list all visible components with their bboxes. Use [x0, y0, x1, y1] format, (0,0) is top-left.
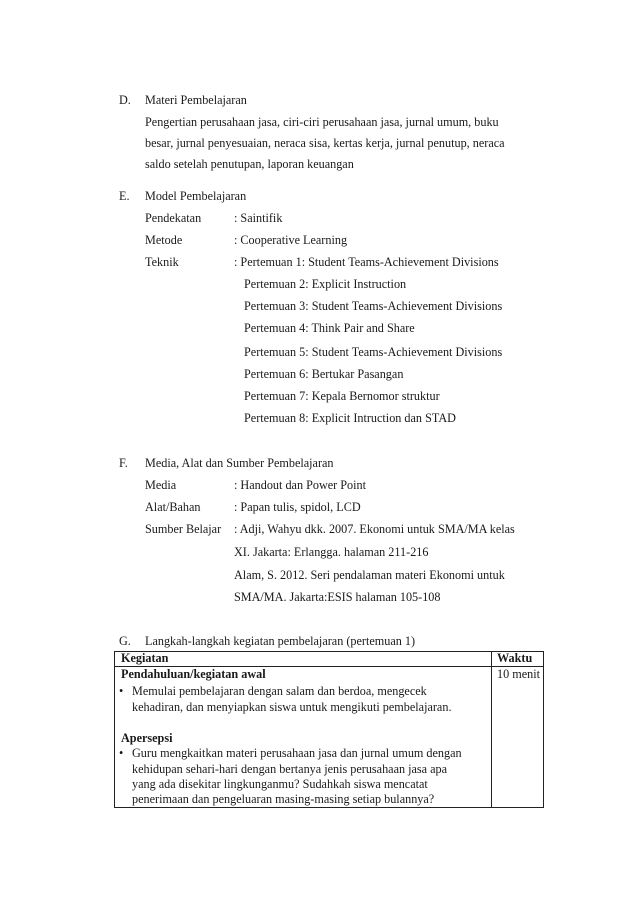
bullet1-line-2: kehadiran, dan menyiapkan siswa untuk mengikuti pembelajaran.	[132, 700, 452, 714]
bullet2-line-4: penerimaan dan pengeluaran masing-masing setiap bulannya?	[132, 792, 435, 806]
bullet2-line-3: yang ada disekitar lingkunganmu? Sudahkah siswa mencatat	[132, 777, 428, 791]
materi-line-2: besar, jurnal penyesuaian, neraca sisa, kertas kerja, jurnal penutup, neraca	[145, 136, 505, 150]
pendekatan-label: Pendekatan	[145, 211, 202, 225]
header-waktu: Waktu	[497, 651, 533, 665]
sumber-value-3: Alam, S. 2012. Seri pendalaman materi Ekonomi untuk	[234, 568, 505, 582]
section-e-title: Model Pembelajaran	[145, 189, 247, 203]
bullet-2: •	[119, 746, 124, 760]
alat-value: : Papan tulis, spidol, LCD	[234, 500, 361, 514]
table-column-divider	[491, 652, 492, 807]
waktu-value: 10 menit	[497, 667, 540, 681]
teknik-pertemuan-4: Pertemuan 4: Think Pair and Share	[244, 321, 415, 335]
section-g-letter: G.	[119, 634, 131, 648]
teknik-pertemuan-8: Pertemuan 8: Explicit Intruction dan STAD	[244, 411, 456, 425]
sumber-value-1: : Adji, Wahyu dkk. 2007. Ekonomi untuk SMA/MA kelas	[234, 522, 515, 536]
sumber-value-4: SMA/MA. Jakarta:ESIS halaman 105-108	[234, 590, 441, 604]
teknik-pertemuan-1: : Pertemuan 1: Student Teams-Achievement Divisions	[234, 255, 499, 269]
teknik-pertemuan-3: Pertemuan 3: Student Teams-Achievement Divisions	[244, 299, 503, 313]
sumber-value-2: XI. Jakarta: Erlangga. halaman 211-216	[234, 545, 429, 559]
section-g-title: Langkah-langkah kegiatan pembelajaran (pertemuan 1)	[145, 634, 416, 648]
media-value: : Handout dan Power Point	[234, 478, 367, 492]
media-label: Media	[145, 478, 177, 492]
teknik-pertemuan-2: Pertemuan 2: Explicit Instruction	[244, 277, 407, 291]
section-f-title: Media, Alat dan Sumber Pembelajaran	[145, 456, 334, 470]
kegiatan-table	[114, 651, 544, 808]
materi-line-3: saldo setelah penutupan, laporan keuangan	[145, 157, 354, 171]
materi-line-1: Pengertian perusahaan jasa, ciri-ciri perusahaan jasa, jurnal umum, buku	[145, 115, 499, 129]
pendekatan-value: : Saintifik	[234, 211, 283, 225]
metode-value: : Cooperative Learning	[234, 233, 348, 247]
section-f-letter: F.	[119, 456, 128, 470]
bullet2-line-1: Guru mengkaitkan materi perusahaan jasa dan jurnal umum dengan	[132, 746, 462, 760]
bullet-1: •	[119, 684, 124, 698]
bullet2-line-2: kehidupan sehari-hari dengan bertanya jenis perusahaan jasa apa	[132, 762, 448, 776]
section-e-letter: E.	[119, 189, 130, 203]
header-kegiatan: Kegiatan	[121, 651, 169, 665]
pendahuluan-title: Pendahuluan/kegiatan awal	[121, 667, 266, 681]
section-d-letter: D.	[119, 93, 131, 107]
alat-label: Alat/Bahan	[145, 500, 201, 514]
bullet1-line-1: Memulai pembelajaran dengan salam dan berdoa, mengecek	[132, 684, 427, 698]
sumber-label: Sumber Belajar	[145, 522, 222, 536]
teknik-pertemuan-5: Pertemuan 5: Student Teams-Achievement Divisions	[244, 345, 503, 359]
teknik-label: Teknik	[145, 255, 179, 269]
section-d-title: Materi Pembelajaran	[145, 93, 247, 107]
metode-label: Metode	[145, 233, 183, 247]
apersepsi-title: Apersepsi	[121, 731, 173, 745]
teknik-pertemuan-6: Pertemuan 6: Bertukar Pasangan	[244, 367, 404, 381]
teknik-pertemuan-7: Pertemuan 7: Kepala Bernomor struktur	[244, 389, 440, 403]
